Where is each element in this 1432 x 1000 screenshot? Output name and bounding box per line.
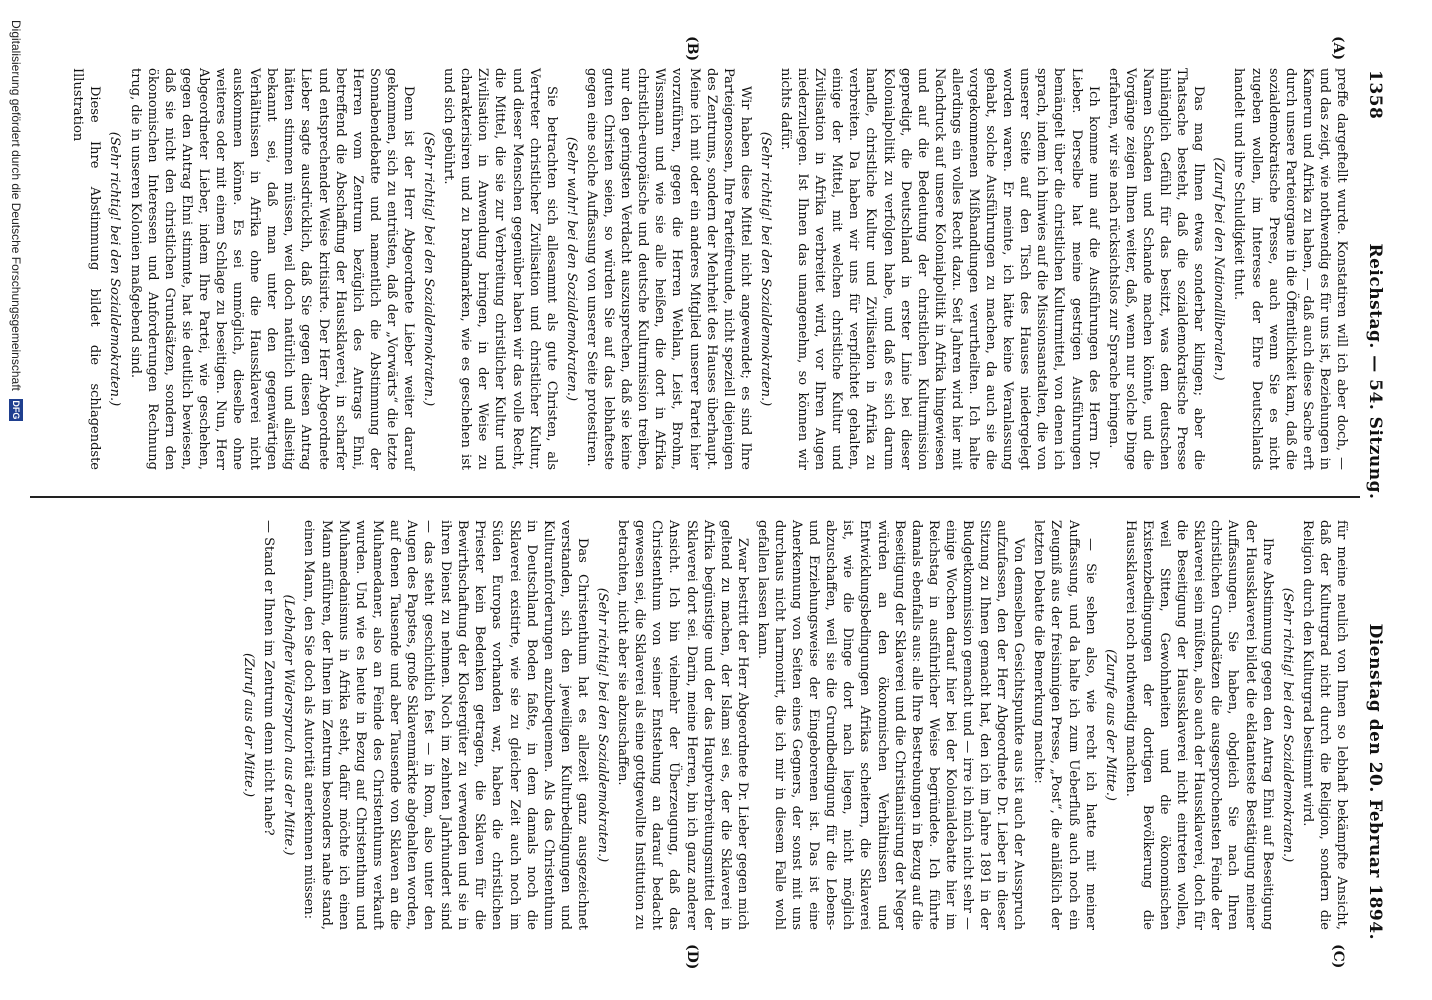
paragraph: Das Christenthum hat es allezeit ganz ausgezeichnet verstanden, sich den jeweiligen Kulturbedingungen und Kulturanforderungen anzubequemen. Als das Christenthum in Deutschland Boden faßte, in dem damals noch die Sklaverei existirte, wie sie zu gleicher Zeit auch noch im Süden Europas vorhanden war, haben die christlichen Priester kein Bedenken getragen, die Sklaven für die Bewirthschaftung der Klostergüter zu verwenden und sie in ihren Dienst zu nehmen. Noch im zehnten Jahrhundert sind — das steht geschichtlich fest — in Rom, also unter den Augen des Papstes, große Sklavenmärkte abgehalten worden, auf denen Tausende und aber Tausende von Sklaven an die Muhamedaner, also an Feinde des Christenthums verkauft wurden. Und wie es heute in Bezug auf Christenthum und Muhamedanismus in Afrika steht, dafür möchte ich einen Mann anführen, der Ihnen im Zentrum besonders nahe stand, einen Mann, den Sie doch als Autorität anerkennen müssen: — [301, 520, 590, 930]
header-date: Dienstag den 20. Februar 1894. — [1365, 623, 1385, 940]
paragraph: Sie betrachten sich allesammt als gute Christen, als Vertreter christlicher Zivilisation und christlicher Kultur, und dieser Menschen gegenüber haben wir das volle Recht, die Mittel, die sie zur Verbreitung christlicher Kultur und Zivilisation in Anwendung bringen, in der Weise zu charakterisiren und zu brandmarken, wie es geschehen ist und sich gebührt. — [441, 68, 559, 470]
page-number: 1358 — [1365, 70, 1385, 120]
interjection: (Sehr wahr! bei den Sozialdemokraten.) — [563, 136, 579, 402]
interjection: (Zuruf bei den Nationalliberalen.) — [1211, 157, 1227, 381]
interjection: (Zurufe aus der Mitte.) — [1102, 649, 1118, 801]
interjection: (Lebhafter Widerspruch aus der Mitte.) — [281, 594, 297, 856]
paragraph: für meine neulich von Ihnen so lebhaft bekämpfte Ansicht, daß der Kulturgrad nicht durch die Religion, sondern die Religion durch den Kulturgrad bestimmt wird. — [1299, 520, 1349, 930]
interjection: (Zuruf aus der Mitte.) — [241, 652, 257, 798]
digitization-credit — [6, 20, 26, 940]
interjection: (Sehr richtig! bei den Sozialdemokraten.) — [107, 131, 123, 407]
paragraph: — Stand er Ihnen im Zentrum denn nicht nahe? — [261, 520, 277, 836]
paragraph: Zwar bestritt der Herr Abgeordnete Dr. Lieber gegen mich geltend zu machen, der Islam sei es, der die Sklaverei in Afrika begünstige und der das Hauptverbreitungsmittel der Sklaverei dort sei. Darin, meine Herren, bin ich ganz anderer Ansicht. Ich bin vielmehr der Überzeugung, daß das Christenthum von seiner Entstehung an darauf bedacht gewesen sei, die Sklaverei als eine gottgewollte Institution zu betrachten, nicht aber sie abzuschaffen. — [615, 520, 750, 930]
dfg-logo: DFG — [11, 400, 21, 420]
interjection: (Sehr richtig! bei den Sozialdemokraten.) — [757, 131, 773, 407]
interjection: (Sehr richtig! bei den Sozialdemokraten.) — [421, 131, 437, 407]
margin-marker-a: (A) — [1330, 36, 1346, 61]
paragraph: Ich komme nun auf die Ausführungen des Herrn Dr. Lieber. Derselbe hat meine gestrigen Ausführungen bemängelt über die christlichen Kulturmittel, von denen ich sprach, indem ich hinwies auf die Missionsanstalten, die von unserer Seite auf den Tisch des Hauses niedergelegt worden waren. Er meinte, ich hätte keine Veranlassung gehabt, solche Ausführungen zu machen, da auch sie die vorgekommenen Mißhandlungen verurtheilten. Ich halte allerdings ein volles Recht dazu. Seit Jahren wird hier mit Nachdruck auf unsere Kolonialpolitik in Afrika hingewiesen und auf die Bedeutung der christlichen Kulturmission gepredigt, die Deutschland in erster Linie bei dieser Kolonialpolitik zu verfolgen habe, und daß es sich darum handle, christliche Kultur und Zivilisation in Afrika zu verbreiten. Da haben wir uns für verpflichtet gehalten, einige der Mittel, mit welchen christliche Kultur und Zivilisation in Afrika verbreitet wird, vor Ihren Augen niederzulegen. Ist Ihnen das unangenehm, so können wir nichts dafür. — [778, 68, 1101, 470]
column-divider — [30, 496, 1360, 498]
header-title: Reichstag. — 54. Sitzung. — [1365, 243, 1385, 500]
digitization-credit-text: Digitalisierung gefördert durch die Deutsche Forschungsgemeinschaft — [9, 20, 23, 391]
margin-marker-b: (B) — [684, 36, 700, 62]
left-text-column — [40, 68, 1350, 470]
right-text-column — [40, 520, 1350, 930]
paragraph: Diese Ihre Abstimmung bildet die schlagendste Illustration — [70, 68, 103, 470]
paragraph: Ihre Abstimmung gegen den Antrag Ehni auf Beseitigung der Haussklaverei bildet die eklatanteste Bestätigung meiner Auffassungen. Sie haben, obgleich Sie nach Ihren christlichen Grundsätzen die ausgesprochensten Feinde der Sklaverei sein müßten, also auch der Haussklaverei, doch für die Beseitigung der Haussklaverei nicht eintreten wollen, weil Sitten, Gewohnheiten und die ökonomischen Existenzbedingungen der dortigen Bevölkerung die Haussklaverei noch nothwendig machten. — [1122, 520, 1275, 930]
paragraph: — Sie sehen also, wie recht ich hatte mit meiner Auffassung, und da halte ich zum Ueberfluß auch noch ein Zeugniß aus der freisinnigen Presse, „Post“, die anläßlich der letzten Debatte die Bemerkung machte: — [1031, 520, 1098, 930]
margin-marker-d: (D) — [684, 944, 700, 970]
paragraph: Wir haben diese Mittel nicht angewendet; es sind Ihre Parteigenossen, Ihre Parteifreunde, nicht speziell diejenigen des Zentrums, sondern der Mehrheit des Hauses überhaupt. Meine ich mit oder ein anderes Mitglied unserer Partei hier vorzuführen, gegen die Herren Wehlan, Leist, Brohm, Wissmann und wie sie alle heißen, die dort in Afrika christlich-europäische und deutsche Kulturmission treiben, nur den geringsten Verdacht auszusprechen, daß sie keine guten Christen seien, so würden Sie auf das lebhafteste gegen eine solche Auffassung von unserer Seite protestiren. — [583, 68, 753, 470]
paragraph: Das mag Ihnen etwas sonderbar klingen; aber die Thatsache besteht, daß die sozialdemokratische Presse hinlänglich Gefühl für das besitzt, was dem deutschen Namen Schaden und Schande machen könnte, und die Vorgänge zeigen Ihnen weiter, daß, wenn nur solche Dinge erfahren, wir sie nach rücksichtslos zur Sprache bringen. — [1105, 68, 1207, 470]
interjection: (Sehr richtig! bei den Sozialdemokraten.) — [1279, 587, 1295, 863]
paragraph: preffe dargeftellt wurde. Konstatiren will ich aber doch, — und das zeigt, wie nothwendig es für uns ist, Beziehungen in Kamerun und Afrika zu haben, — daß auch diese Sache erft durch unsere Parteiorgane in die Öffentlichkeit kam, daß die sozialdemokratische Presse, auch wenn Sie es nicht zugeben wollen, im Interesse der Ehre Deutschlands handelt und ihre Schuldigkeit thut. — [1231, 68, 1349, 470]
page-header — [1360, 70, 1390, 940]
paragraph: Von demselben Gesichtspunkte aus ist auch der Ausspruch aufzufassen, den der Herr Abgeordnete Dr. Lieber in dieser Sitzung zu Ihnen gemacht hat, den ich im Jahre 1891 in der Budgetkommission gemacht und — irre ich mich nicht sehr — einige Wochen darauf hier bei der Kolonialdebatte hier im Reichstag in ausführlicher Weise begründete. Ich führte damals ebenfalls aus: alle Ihre Bestrebungen in Bezug auf die Beseitigung der Sklaverei und die Christianisirung der Neger würden an den ökonomischen Verhältnissen und Entwicklungsbedingungen Afrikas scheitern, die Sklaverei ist, wie die Dinge dort nach liegen, nicht möglich abzuschaffen, weil sie die Grundbedingung für die Lebens- und Erziehungsweise der Eingeborenen ist. Das ist eine Anerkennung von Seiten eines Gegners, der sonst mit uns durchaus nicht harmonirt, die ich mir in diesem Falle wohl gefallen lassen kann. — [754, 520, 1027, 930]
interjection: (Sehr richtig! bei den Sozialdemokraten.) — [595, 587, 611, 863]
paragraph: Denn ist der Herr Abgeordnete Lieber weiter darauf gekommen, sich zu entrüsten, daß der „Vorwärts“ die letzte Sonnabendebatte und namentlich die Abstimmung der Herren vom Zentrum bezüglich des Antrags Ehni, betreffend die Abschaffung der Haussklaverei, in scharfer und entsprechender Weise kritisirte. Der Herr Abgeordnete Lieber sagte ausdrücklich, daß Sie gegen diesen Antrag hätten stimmen müssen, weil doch natürlich und allseitig bekannt sei, daß man unter den gegenwärtigen Verhältnissen in Afrika ohne die Haussklaverei nicht auskommen könne. Es sei unmöglich, dieselbe ohne weiteres oder mit einem Schlage zu beseitigen. Nun, Herr Abgeordneter Lieber, indem Ihre Partei, wie geschehen, gegen den Antrag Ehni stimmte, hat sie deutlich bewiesen, daß sie nicht den christlichen Grundsätzen, sondern den ökonomischen Interessen und Anforderungen Rechnung trug, die in unseren Kolonien maßgebend sind. — [127, 68, 417, 470]
margin-marker-c: (C) — [1330, 944, 1346, 969]
